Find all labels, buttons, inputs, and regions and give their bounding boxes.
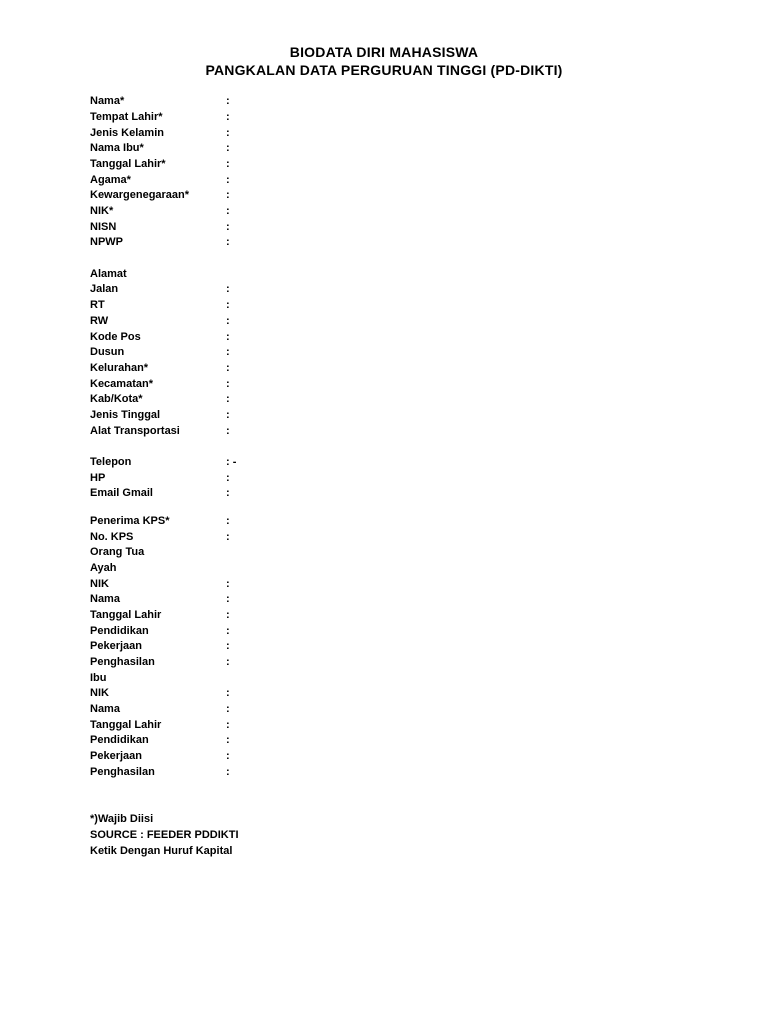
- field-agama: [90, 173, 590, 188]
- field-nisn: [90, 220, 590, 235]
- field-kecamatan: [90, 377, 590, 392]
- field-label: Dusun: [90, 346, 125, 358]
- field-label: Penghasilan: [90, 656, 155, 668]
- field-label: Kab/Kota*: [90, 393, 143, 405]
- field-ayah-nama: [90, 592, 590, 607]
- field-separator: :: [226, 221, 230, 233]
- field-nik: [90, 204, 590, 219]
- field-label: Tanggal Lahir*: [90, 158, 166, 170]
- field-separator: : -: [226, 456, 237, 468]
- field-separator: :: [226, 578, 230, 590]
- field-separator: :: [226, 362, 230, 374]
- field-telepon: [90, 455, 590, 470]
- field-label: Alat Transportasi: [90, 425, 180, 437]
- field-separator: :: [226, 331, 230, 343]
- field-rt: [90, 298, 590, 313]
- field-label: Pendidikan: [90, 734, 149, 746]
- field-ibu-pekerjaan: [90, 749, 590, 764]
- field-separator: :: [226, 425, 230, 437]
- field-separator: :: [226, 766, 230, 778]
- section-heading: Ayah: [90, 562, 117, 574]
- field-label: Agama*: [90, 174, 131, 186]
- field-separator: :: [226, 158, 230, 170]
- section-heading: Orang Tua: [90, 546, 145, 558]
- field-separator: :: [226, 346, 230, 358]
- field-hp: [90, 471, 590, 486]
- field-separator: :: [226, 205, 230, 217]
- field-no-kps: [90, 530, 590, 545]
- field-ayah-nik: [90, 577, 590, 592]
- field-separator: :: [226, 734, 230, 746]
- field-label: NIK: [90, 687, 109, 699]
- section-heading-orang-tua: [90, 545, 590, 560]
- field-jenis-kelamin: [90, 126, 590, 141]
- field-label: Tanggal Lahir: [90, 609, 162, 621]
- field-separator: :: [226, 111, 230, 123]
- field-label: Email Gmail: [90, 487, 153, 499]
- field-separator: :: [226, 640, 230, 652]
- field-separator: :: [226, 95, 230, 107]
- field-penerima-kps: [90, 514, 590, 529]
- field-jenis-tinggal: [90, 408, 590, 423]
- field-ibu-pendidikan: [90, 733, 590, 748]
- field-jalan: [90, 282, 590, 297]
- section-heading: Ibu: [90, 672, 107, 684]
- note-wajib-diisi: *)Wajib Diisi: [90, 813, 154, 825]
- field-label: Nama: [90, 593, 120, 605]
- field-label: Nama*: [90, 95, 125, 107]
- field-npwp: [90, 235, 590, 250]
- field-ayah-pekerjaan: [90, 639, 590, 654]
- field-tempat-lahir: [90, 110, 590, 125]
- field-ayah-penghasilan: [90, 655, 590, 670]
- field-separator: :: [226, 515, 230, 527]
- field-kab-kota: [90, 392, 590, 407]
- field-label: Nama Ibu*: [90, 142, 144, 154]
- field-label: Tanggal Lahir: [90, 719, 162, 731]
- field-label: No. KPS: [90, 531, 134, 543]
- field-alat-transportasi: [90, 424, 590, 439]
- field-email-gmail: [90, 486, 590, 501]
- field-separator: :: [226, 409, 230, 421]
- field-separator: :: [226, 593, 230, 605]
- field-ibu-nama: [90, 702, 590, 717]
- field-label: Jenis Tinggal: [90, 409, 161, 421]
- field-separator: :: [226, 656, 230, 668]
- note-source: SOURCE : FEEDER PDDIKTI: [90, 829, 239, 841]
- field-label: Kecamatan*: [90, 378, 153, 390]
- field-tanggal-lahir: [90, 157, 590, 172]
- field-label: RW: [90, 315, 109, 327]
- field-label: NPWP: [90, 236, 123, 248]
- section-heading-ayah: [90, 561, 590, 576]
- field-separator: :: [226, 142, 230, 154]
- section-heading-ibu: [90, 671, 590, 686]
- field-label: Telepon: [90, 456, 132, 468]
- field-label: NIK: [90, 578, 109, 590]
- note-huruf-kapital: Ketik Dengan Huruf Kapital: [90, 845, 233, 857]
- field-label: Pekerjaan: [90, 640, 142, 652]
- field-separator: :: [226, 703, 230, 715]
- field-separator: :: [226, 625, 230, 637]
- field-kewarganegaraan: [90, 188, 590, 203]
- field-label: Penghasilan: [90, 766, 155, 778]
- field-label: Jenis Kelamin: [90, 127, 164, 139]
- field-separator: :: [226, 472, 230, 484]
- field-ibu-nik: [90, 686, 590, 701]
- field-separator: :: [226, 719, 230, 731]
- field-separator: :: [226, 189, 230, 201]
- field-separator: :: [226, 609, 230, 621]
- field-separator: :: [226, 378, 230, 390]
- section-heading-alamat: [90, 267, 590, 282]
- field-label: Nama: [90, 703, 120, 715]
- field-separator: :: [226, 315, 230, 327]
- field-separator: :: [226, 127, 230, 139]
- field-separator: :: [226, 393, 230, 405]
- field-separator: :: [226, 750, 230, 762]
- field-label: Kode Pos: [90, 331, 141, 343]
- field-ibu-tanggal-lahir: [90, 718, 590, 733]
- section-heading: Alamat: [90, 268, 127, 280]
- field-ayah-tanggal-lahir: [90, 608, 590, 623]
- field-label: Jalan: [90, 283, 119, 295]
- field-kelurahan: [90, 361, 590, 376]
- field-separator: :: [226, 687, 230, 699]
- field-dusun: [90, 345, 590, 360]
- field-label: Kewargenegaraan*: [90, 189, 190, 201]
- field-separator: :: [226, 236, 230, 248]
- field-ayah-pendidikan: [90, 624, 590, 639]
- field-label: HP: [90, 472, 106, 484]
- field-nama: [90, 94, 590, 109]
- field-nama-ibu: [90, 141, 590, 156]
- field-label: Pekerjaan: [90, 750, 142, 762]
- field-label: Penerima KPS*: [90, 515, 170, 527]
- field-separator: :: [226, 531, 230, 543]
- field-separator: :: [226, 487, 230, 499]
- field-label: Kelurahan*: [90, 362, 149, 374]
- field-rw: [90, 314, 590, 329]
- field-separator: :: [226, 299, 230, 311]
- field-separator: :: [226, 174, 230, 186]
- field-label: Tempat Lahir*: [90, 111, 163, 123]
- field-label: RT: [90, 299, 105, 311]
- field-ibu-penghasilan: [90, 765, 590, 780]
- field-label: Pendidikan: [90, 625, 149, 637]
- field-label: NIK*: [90, 205, 114, 217]
- field-separator: :: [226, 283, 230, 295]
- document-subtitle: PANGKALAN DATA PERGURUAN TINGGI (PD-DIKTI): [205, 62, 563, 78]
- field-label: NISN: [90, 221, 117, 233]
- document-title: BIODATA DIRI MAHASISWA: [289, 44, 479, 60]
- field-kode-pos: [90, 330, 590, 345]
